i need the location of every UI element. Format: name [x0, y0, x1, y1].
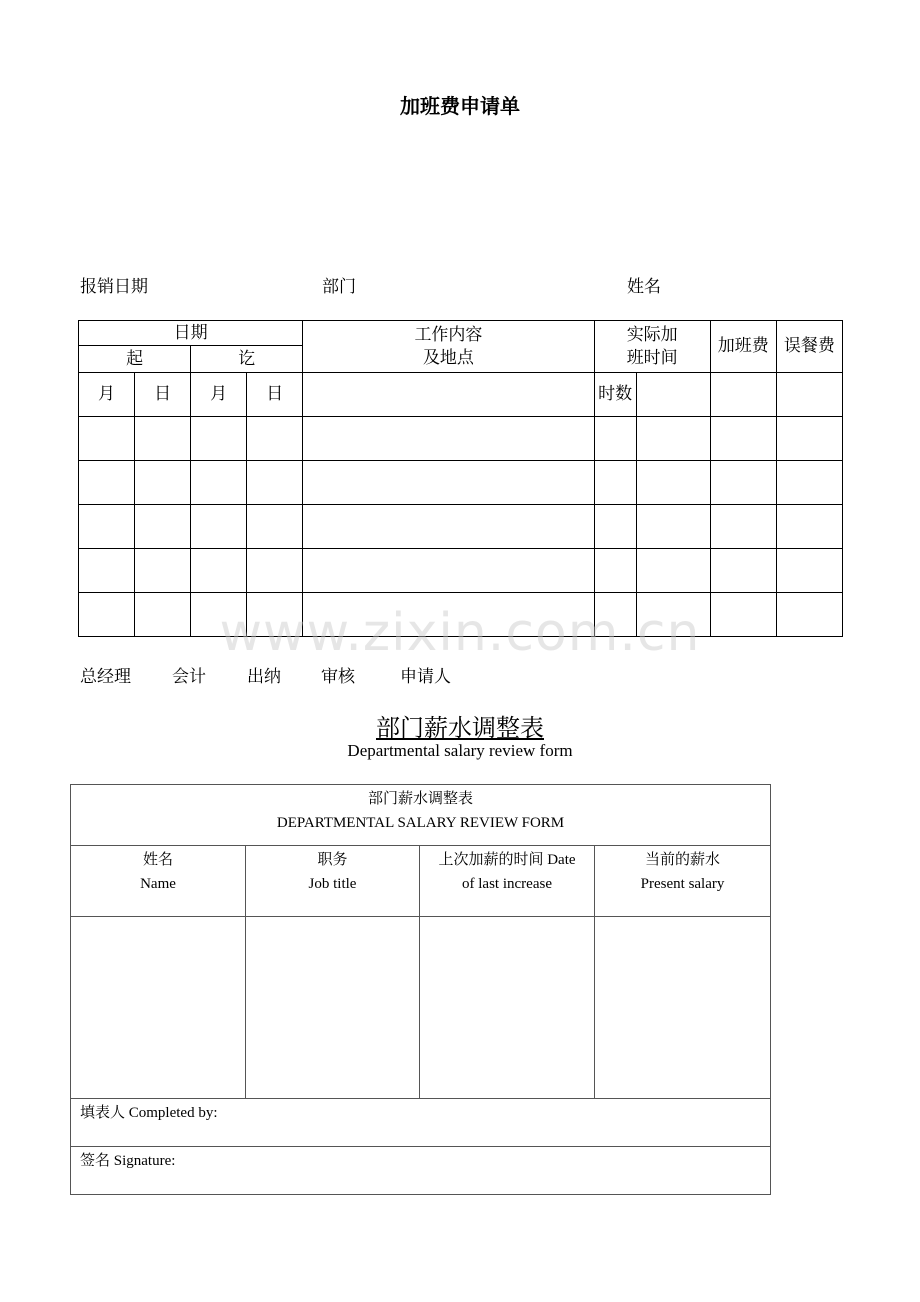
table-cell[interactable]	[247, 417, 303, 461]
table-cell[interactable]	[247, 549, 303, 593]
table-cell[interactable]	[191, 417, 247, 461]
actual-time-line2: 班时间	[626, 347, 678, 368]
table-title-cn: 部门薪水调整表	[368, 791, 474, 807]
overtime-pay-header: 加班费	[710, 321, 776, 373]
work-content-line1: 工作内容	[414, 324, 483, 345]
table-row	[71, 917, 771, 1099]
column-header-en: Name	[140, 876, 176, 892]
table-cell[interactable]	[636, 549, 710, 593]
general-manager-label: 总经理	[80, 667, 131, 687]
table-cell[interactable]	[594, 461, 636, 505]
applicant-label: 申请人	[400, 667, 451, 687]
table-cell[interactable]	[191, 549, 247, 593]
work-content-cell[interactable]	[303, 373, 594, 417]
last-increase-cell[interactable]	[420, 917, 595, 1099]
end-month-header: 月	[191, 373, 247, 417]
name-cell[interactable]	[71, 917, 246, 1099]
table-cell[interactable]	[594, 417, 636, 461]
table-cell[interactable]	[135, 461, 191, 505]
table-cell[interactable]	[191, 505, 247, 549]
table-cell[interactable]	[710, 417, 776, 461]
column-header-name	[71, 846, 246, 917]
actual-time-line1: 实际加	[626, 324, 678, 345]
table-cell[interactable]	[710, 461, 776, 505]
table-cell[interactable]	[710, 373, 776, 417]
table-cell[interactable]	[776, 505, 842, 549]
table-cell[interactable]	[191, 461, 247, 505]
end-header: 讫	[191, 346, 303, 373]
actual-time-header	[594, 321, 710, 373]
table-cell[interactable]	[135, 549, 191, 593]
table-title-cell	[71, 785, 771, 846]
table-cell[interactable]	[776, 417, 842, 461]
column-header-en: of last increase	[462, 876, 552, 892]
watermark: www.zixin.com.cn	[219, 603, 701, 663]
table-cell[interactable]	[79, 417, 135, 461]
table-row	[79, 505, 843, 549]
hours-header: 时数	[594, 373, 636, 417]
work-content-line2: 及地点	[422, 347, 474, 368]
date-header: 日期	[79, 321, 303, 346]
signature-field[interactable]: 签名 Signature:	[71, 1147, 771, 1195]
table-cell[interactable]	[135, 505, 191, 549]
start-month-header: 月	[79, 373, 135, 417]
column-header-en: Present salary	[640, 876, 725, 892]
column-header-en: Job title	[308, 876, 357, 892]
end-day-header: 日	[247, 373, 303, 417]
table-cell[interactable]	[710, 549, 776, 593]
column-header-cn: 姓名	[142, 852, 173, 868]
table-cell[interactable]	[247, 505, 303, 549]
table-cell[interactable]	[636, 417, 710, 461]
table-cell[interactable]	[79, 549, 135, 593]
claim-date-label: 报销日期	[80, 277, 148, 297]
table-cell[interactable]	[79, 461, 135, 505]
salary-review-table	[70, 784, 771, 1195]
table-row	[79, 461, 843, 505]
table-cell[interactable]	[594, 549, 636, 593]
table-cell[interactable]	[636, 373, 710, 417]
present-salary-cell[interactable]	[595, 917, 771, 1099]
table-cell[interactable]	[247, 461, 303, 505]
salary-form-title: 部门薪水调整表	[376, 714, 544, 742]
column-header-cn: 当前的薪水	[645, 852, 721, 868]
table-cell[interactable]	[79, 505, 135, 549]
job-title-cell[interactable]	[246, 917, 420, 1099]
table-cell[interactable]	[710, 505, 776, 549]
table-cell[interactable]	[776, 373, 842, 417]
table-cell[interactable]	[303, 549, 594, 593]
column-header-cn: 上次加薪的时间 Date	[438, 852, 576, 868]
column-header-last-increase	[420, 846, 595, 917]
start-header: 起	[79, 346, 191, 373]
table-cell[interactable]	[776, 461, 842, 505]
start-day-header: 日	[135, 373, 191, 417]
table-cell[interactable]	[594, 505, 636, 549]
column-header-job-title	[246, 846, 420, 917]
cashier-label: 出纳	[247, 667, 281, 687]
accountant-label: 会计	[172, 667, 206, 687]
table-cell[interactable]	[303, 417, 594, 461]
column-header-present-salary	[595, 846, 771, 917]
table-row	[79, 549, 843, 593]
table-row	[79, 417, 843, 461]
work-content-header	[303, 321, 594, 373]
table-cell[interactable]	[303, 505, 594, 549]
name-label: 姓名	[627, 277, 661, 297]
salary-form-subtitle: Departmental salary review form	[347, 741, 573, 760]
table-cell[interactable]	[776, 549, 842, 593]
department-label: 部门	[322, 277, 356, 297]
overtime-form-title: 加班费申请单	[400, 94, 520, 118]
table-cell[interactable]	[636, 505, 710, 549]
column-header-cn: 职务	[317, 852, 348, 868]
table-cell[interactable]	[303, 461, 594, 505]
reviewer-label: 审核	[321, 667, 355, 687]
table-cell[interactable]	[135, 417, 191, 461]
meal-allowance-header: 误餐费	[776, 321, 842, 373]
completed-by-field[interactable]: 填表人 Completed by:	[71, 1099, 771, 1147]
overtime-table	[78, 320, 843, 637]
table-cell[interactable]	[636, 461, 710, 505]
table-title-en: DEPARTMENTAL SALARY REVIEW FORM	[276, 815, 565, 831]
